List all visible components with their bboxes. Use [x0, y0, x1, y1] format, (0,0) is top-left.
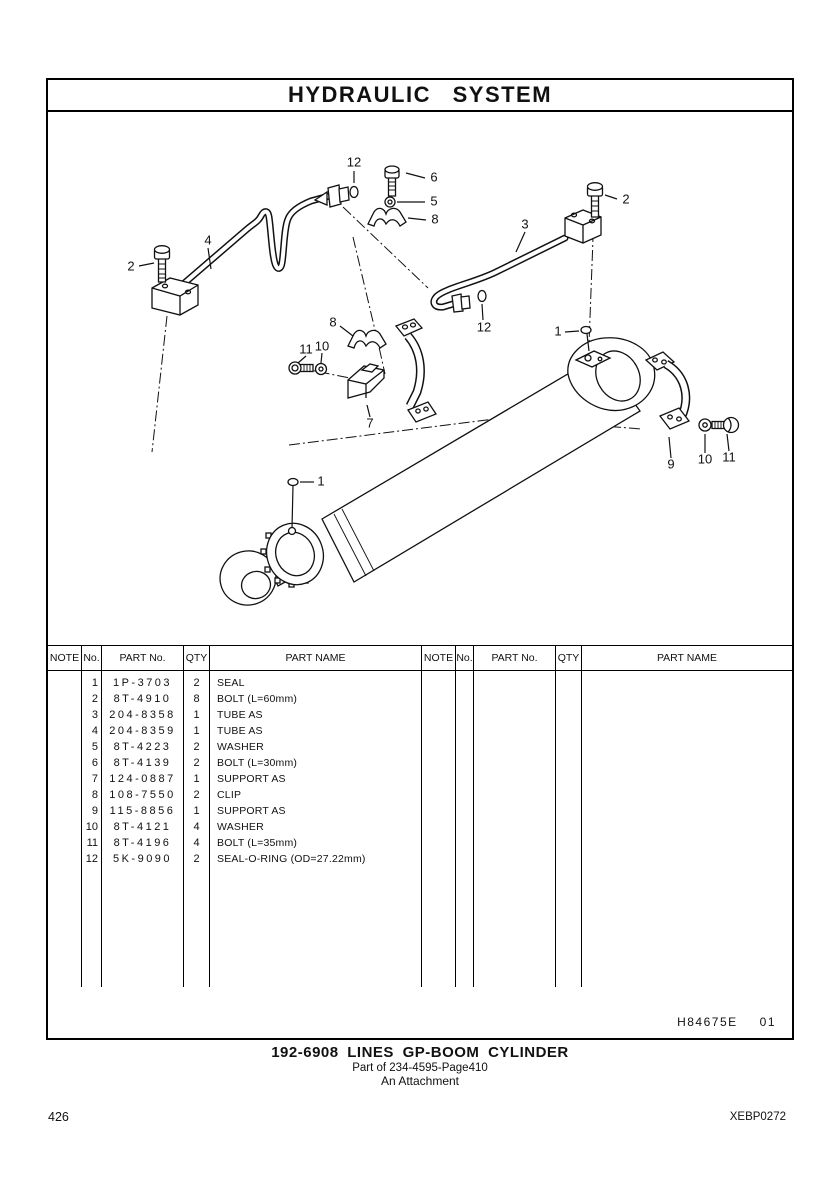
callout-leader-3 — [516, 232, 525, 252]
table-cell-no: 2 — [91, 693, 98, 705]
callout-leader-12 — [482, 304, 483, 320]
callout-label-5: 5 — [430, 193, 438, 209]
table-cell-no: 12 — [85, 853, 98, 865]
table-cell-part_no: 115-8856 — [109, 805, 176, 817]
table-cell-part_no: 1P-3703 — [112, 677, 173, 689]
tube-3 — [434, 210, 601, 312]
bolt-11-right — [712, 418, 739, 433]
table-cell-part_name: BOLT (L=60mm) — [217, 693, 298, 705]
table-cell-part_name: SEAL — [217, 677, 245, 689]
table-cell-part_name: BOLT (L=30mm) — [217, 757, 298, 769]
table-cell-no: 1 — [91, 677, 98, 689]
col-part-name — [210, 671, 422, 987]
col-header-note-2: NOTE — [422, 646, 456, 670]
callout-label-12: 12 — [476, 319, 492, 335]
col-header-no: No. — [82, 646, 102, 670]
table-cell-part_no: 124-0887 — [109, 773, 176, 785]
table-cell-no: 6 — [91, 757, 98, 769]
table-cell-qty: 4 — [193, 821, 200, 833]
callout-label-6: 6 — [430, 169, 438, 185]
table-cell-part_name: CLIP — [217, 789, 242, 801]
washer-10-left — [316, 364, 327, 375]
callout-leader-2 — [605, 195, 617, 199]
table-cell-part_name: WASHER — [217, 821, 264, 833]
clip-8-upper — [368, 208, 406, 226]
table-cell-no: 9 — [91, 805, 98, 817]
col-header-part-name: PART NAME — [210, 646, 422, 670]
callout-label-10: 10 — [314, 338, 330, 354]
col-header-part-no-2: PART No. — [474, 646, 556, 670]
callout-leader-6 — [406, 173, 425, 178]
caption-attachment: An Attachment — [380, 1074, 460, 1088]
callout-label-1: 1 — [554, 323, 562, 339]
table-cell-part_no: 8T-4223 — [113, 741, 172, 753]
col-header-no-2: No. — [456, 646, 474, 670]
table-cell-part_no: 5K-9090 — [112, 853, 173, 865]
callout-leader-1 — [565, 331, 579, 332]
table-cell-part_no: 8T-4139 — [113, 757, 172, 769]
table-cell-part_name: TUBE AS — [217, 709, 263, 721]
page-title: HYDRAULIC SYSTEM — [287, 82, 553, 107]
table-cell-part_name: SEAL-O-RING (OD=27.22mm) — [217, 853, 366, 865]
table-cell-part_no: 108-7550 — [109, 789, 176, 801]
callout-label-11: 11 — [722, 449, 736, 465]
tube-4-flange-block — [152, 278, 198, 315]
caption-part-of: Part of 234-4595-Page410 — [352, 1062, 488, 1074]
callout-label-3: 3 — [521, 216, 529, 232]
callout-label-8: 8 — [431, 211, 439, 227]
col-header-note: NOTE — [48, 646, 82, 670]
callout-labels — [127, 154, 735, 488]
bolt-2-left — [155, 246, 170, 282]
callout-label-9: 9 — [667, 456, 675, 472]
caption-block — [0, 1044, 840, 1088]
col-note — [48, 671, 82, 987]
callout-label-2: 2 — [622, 191, 630, 207]
callout-label-2: 2 — [127, 258, 135, 274]
bolt-2-right — [588, 183, 603, 217]
col-header-qty: QTY — [184, 646, 210, 670]
washer-10-right — [699, 419, 711, 431]
col-note-2 — [422, 671, 456, 987]
table-cell-part_no: 204-8358 — [109, 709, 176, 721]
callout-label-11: 11 — [299, 341, 313, 357]
callout-leader-8 — [408, 218, 426, 220]
col-header-qty-2: QTY — [556, 646, 582, 670]
callout-leader-11 — [727, 434, 729, 451]
page-number: 426 — [48, 1110, 69, 1124]
tube-4 — [152, 185, 349, 315]
exploded-diagram — [48, 112, 792, 645]
hydraulic-lines-diagram — [48, 112, 792, 645]
table-cell-no: 5 — [91, 741, 98, 753]
callout-leader-2 — [139, 263, 154, 266]
clip-8-lower — [348, 330, 386, 348]
table-cell-no: 10 — [85, 821, 98, 833]
callout-label-12: 12 — [346, 154, 362, 170]
callout-leader-9 — [669, 437, 671, 458]
table-cell-part_no: 8T-4910 — [113, 693, 172, 705]
plate-strip — [48, 987, 792, 1038]
table-cell-qty: 1 — [193, 725, 200, 737]
title-bar — [48, 80, 792, 112]
page-frame — [46, 78, 794, 1040]
bolt-6 — [385, 166, 399, 196]
washer-5 — [385, 197, 395, 207]
col-qty-2 — [556, 671, 582, 987]
col-part-no-2 — [474, 671, 556, 987]
table-cell-qty: 1 — [193, 805, 200, 817]
col-header-part-no: PART No. — [102, 646, 184, 670]
table-cell-qty: 2 — [193, 677, 200, 689]
col-qty — [184, 671, 210, 987]
caption-title: 192-6908 LINES GP-BOOM CYLINDER — [271, 1044, 569, 1061]
o-ring-12-left — [350, 187, 358, 198]
table-cell-qty: 1 — [193, 709, 200, 721]
plate-id — [677, 1015, 776, 1029]
support-9 — [646, 352, 689, 429]
callout-label-7: 7 — [366, 415, 374, 431]
o-ring-12-right — [478, 291, 486, 302]
callout-leader-8 — [340, 326, 353, 336]
table-cell-part_name: SUPPORT AS — [217, 773, 286, 785]
callout-label-8: 8 — [329, 314, 337, 330]
seal-1-rod-end — [288, 479, 298, 529]
plate-revision: 01 — [759, 1015, 776, 1029]
callout-label-1: 1 — [317, 473, 325, 489]
col-no-2 — [456, 671, 474, 987]
col-part-name-2 — [582, 671, 792, 987]
col-no — [82, 671, 102, 987]
table-cell-part_no: 8T-4121 — [113, 821, 172, 833]
callout-leader-11 — [298, 356, 306, 363]
table-cell-part_name: BOLT (L=35mm) — [217, 837, 298, 849]
boom-cylinder — [214, 338, 655, 612]
table-cell-no: 4 — [91, 725, 98, 737]
table-cell-part_no: 8T-4196 — [113, 837, 172, 849]
table-cell-no: 8 — [91, 789, 98, 801]
col-header-part-name-2: PART NAME — [656, 652, 718, 664]
callout-label-10: 10 — [697, 451, 713, 467]
table-cell-qty: 2 — [193, 757, 200, 769]
table-cell-part_name: TUBE AS — [217, 725, 263, 737]
plate-code: H84675E — [677, 1015, 738, 1029]
table-cell-no: 7 — [91, 773, 98, 785]
table-cell-qty: 1 — [193, 773, 200, 785]
table-cell-qty: 2 — [193, 789, 200, 801]
table-cell-part_name: WASHER — [217, 741, 264, 753]
doc-code: XEBP0272 — [729, 1111, 786, 1123]
table-cell-qty: 2 — [193, 853, 200, 865]
parts-table-body — [48, 671, 792, 987]
parts-table-header — [48, 645, 792, 671]
parts-table — [48, 645, 792, 987]
col-part-no — [102, 671, 184, 987]
table-cell-qty: 2 — [193, 741, 200, 753]
bolt-11-left — [289, 362, 313, 374]
table-cell-no: 3 — [91, 709, 98, 721]
table-cell-part_no: 204-8359 — [109, 725, 176, 737]
callout-label-4: 4 — [204, 232, 212, 248]
table-cell-qty: 8 — [193, 693, 200, 705]
table-cell-no: 11 — [86, 837, 98, 849]
table-cell-qty: 4 — [193, 837, 200, 849]
table-cell-part_name: SUPPORT AS — [217, 805, 286, 817]
callout-leader-10 — [321, 353, 322, 363]
